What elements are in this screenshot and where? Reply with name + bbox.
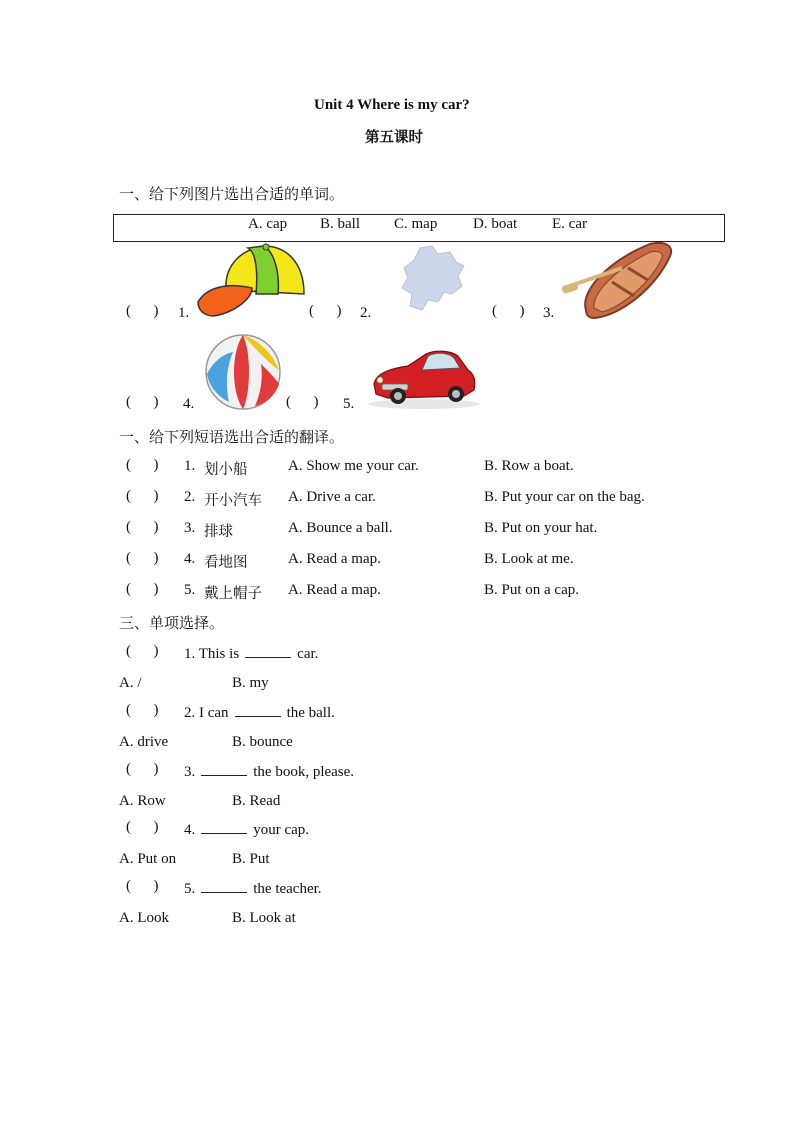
ball-icon xyxy=(203,332,283,412)
blank-line[interactable] xyxy=(201,821,247,834)
answer-paren[interactable]: ( ) xyxy=(126,819,159,835)
answer-paren[interactable]: ( ) xyxy=(126,519,159,535)
chinese-phrase: 划小船 xyxy=(204,462,248,478)
blank-line[interactable] xyxy=(201,880,247,893)
answer-paren[interactable]: ( ) xyxy=(126,303,159,319)
answer-paren[interactable]: ( ) xyxy=(126,643,159,659)
word-option: E. car xyxy=(552,216,587,232)
question-text xyxy=(184,880,322,898)
answer-paren[interactable]: ( ) xyxy=(126,878,159,894)
item-number: 2. xyxy=(360,305,372,321)
answer-paren[interactable]: ( ) xyxy=(126,702,159,718)
option-b: B. Read xyxy=(232,793,281,809)
boat-icon xyxy=(560,238,676,322)
blank-line[interactable] xyxy=(201,763,247,776)
chinese-phrase: 开小汽车 xyxy=(204,493,262,509)
answer-paren[interactable]: ( ) xyxy=(126,394,159,410)
question-prefix: 2. I can xyxy=(184,705,229,721)
question-text xyxy=(184,645,318,663)
question-suffix: your cap. xyxy=(253,822,310,838)
question-text xyxy=(184,704,335,722)
option-a: A. Drive a car. xyxy=(288,489,376,505)
question-prefix: 3. xyxy=(184,764,196,780)
option-a: A. Read a map. xyxy=(288,551,381,567)
answer-paren[interactable]: ( ) xyxy=(286,394,319,410)
blank-line[interactable] xyxy=(245,645,291,658)
item-number: 1. xyxy=(178,305,190,321)
item-number: 4. xyxy=(184,551,196,567)
item-number: 3. xyxy=(543,305,555,321)
answer-paren[interactable]: ( ) xyxy=(492,303,525,319)
question-text xyxy=(184,821,309,839)
word-option: A. cap xyxy=(248,216,288,232)
option-b: B. Look at me. xyxy=(484,551,574,567)
car-icon xyxy=(364,340,480,410)
option-a: A. Read a map. xyxy=(288,582,381,598)
option-a: A. Look xyxy=(119,910,169,926)
option-b: B. Put on your hat. xyxy=(484,520,598,536)
option-a: A. drive xyxy=(119,734,169,750)
map-icon xyxy=(398,244,468,314)
page-subtitle: 第五课时 xyxy=(365,130,423,146)
question-suffix: the teacher. xyxy=(253,881,322,897)
option-b: B. my xyxy=(232,675,269,691)
word-option: B. ball xyxy=(320,216,360,232)
item-number: 2. xyxy=(184,489,196,505)
item-number: 4. xyxy=(183,396,195,412)
answer-paren[interactable]: ( ) xyxy=(126,761,159,777)
question-prefix: 5. xyxy=(184,881,196,897)
question-text xyxy=(184,763,354,781)
option-b: B. Put xyxy=(232,851,270,867)
option-b: B. Look at xyxy=(232,910,296,926)
section3-heading: 三、单项选择。 xyxy=(119,614,225,632)
option-b: B. bounce xyxy=(232,734,293,750)
option-a: A. / xyxy=(119,675,142,691)
cap-icon xyxy=(196,242,308,318)
answer-paren[interactable]: ( ) xyxy=(309,303,342,319)
chinese-phrase: 戴上帽子 xyxy=(204,586,262,602)
word-option: D. boat xyxy=(473,216,518,232)
answer-paren[interactable]: ( ) xyxy=(126,488,159,504)
blank-line[interactable] xyxy=(235,704,281,717)
option-b: B. Row a boat. xyxy=(484,458,574,474)
item-number: 5. xyxy=(184,582,196,598)
section2-heading: 一、给下列短语选出合适的翻译。 xyxy=(119,428,345,446)
answer-paren[interactable]: ( ) xyxy=(126,457,159,473)
page-title: Unit 4 Where is my car? xyxy=(314,97,470,113)
option-a: A. Bounce a ball. xyxy=(288,520,393,536)
answer-paren[interactable]: ( ) xyxy=(126,581,159,597)
option-b: B. Put your car on the bag. xyxy=(484,489,645,505)
question-prefix: 4. xyxy=(184,822,196,838)
question-suffix: the ball. xyxy=(286,705,335,721)
answer-paren[interactable]: ( ) xyxy=(126,550,159,566)
option-a: A. Row xyxy=(119,793,166,809)
chinese-phrase: 看地图 xyxy=(204,555,248,571)
option-a: A. Show me your car. xyxy=(288,458,419,474)
chinese-phrase: 排球 xyxy=(204,524,233,540)
question-suffix: the book, please. xyxy=(253,764,355,780)
option-a: A. Put on xyxy=(119,851,177,867)
section1-heading: 一、给下列图片选出合适的单词。 xyxy=(119,185,345,203)
option-b: B. Put on a cap. xyxy=(484,582,579,598)
question-suffix: car. xyxy=(297,646,319,662)
item-number: 3. xyxy=(184,520,196,536)
word-option: C. map xyxy=(394,216,438,232)
item-number: 5. xyxy=(343,396,355,412)
question-prefix: 1. This is xyxy=(184,646,240,662)
item-number: 1. xyxy=(184,458,196,474)
